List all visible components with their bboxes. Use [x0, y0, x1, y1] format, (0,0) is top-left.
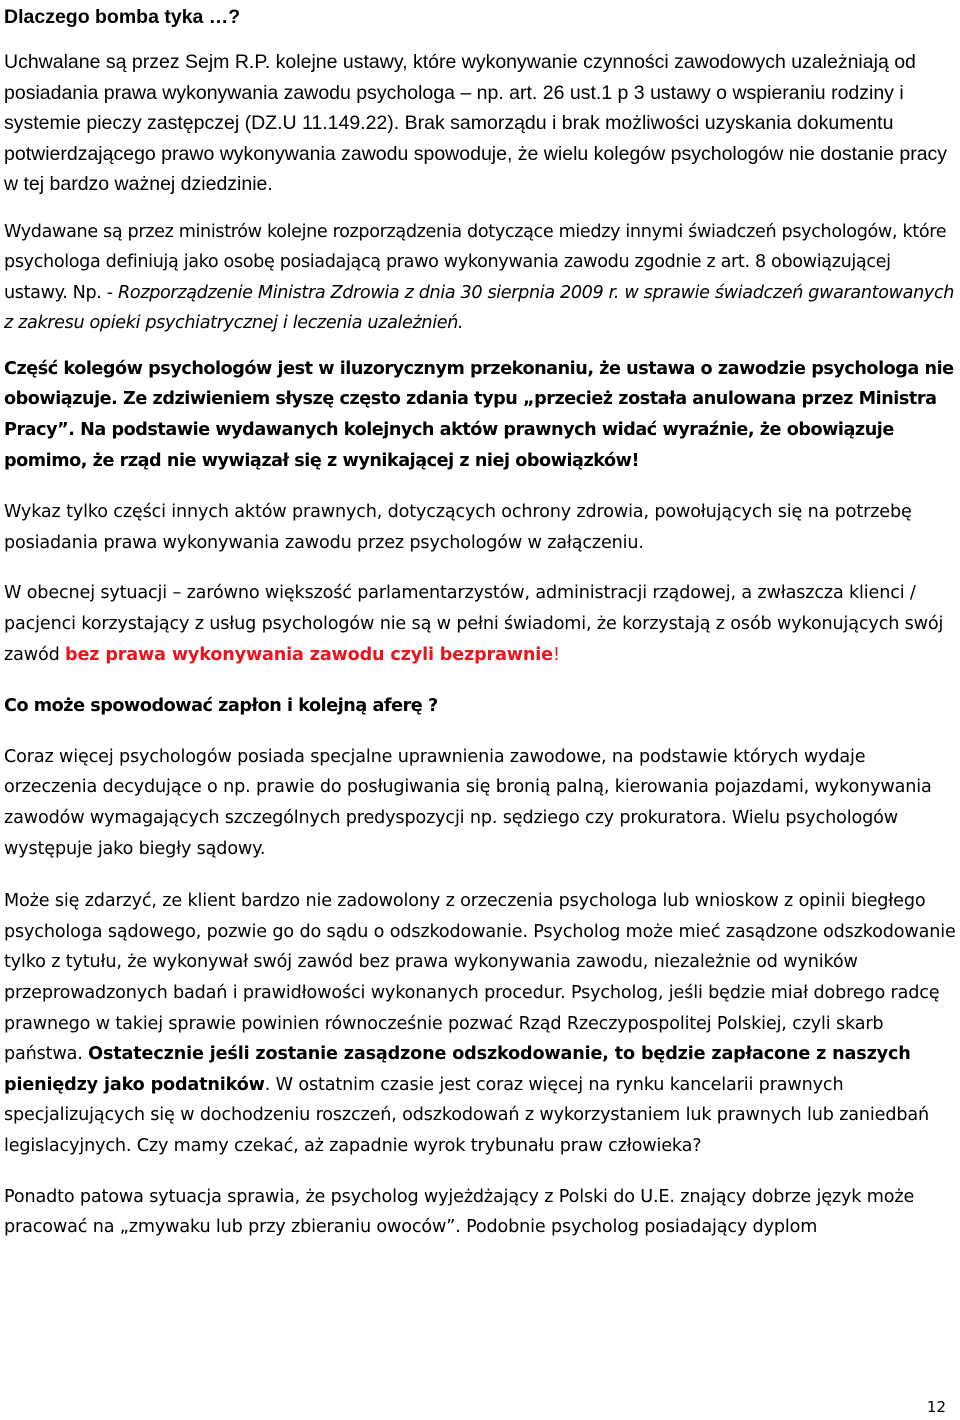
law-firms-text: . W ostatnim czasie jest coraz więcej na rynku kancelarii prawnych specjalizujących się w dochodzeniu roszczeń, odszkodowań z wykorzystaniem luk prawnych lub zaniedbań legislacyjnych. Czy mamy czekać, aż zapadnie wyrok trybunału praw człowieka? — [4, 1074, 929, 1156]
page-number: 12 — [926, 1398, 946, 1416]
paragraph-special-licenses: Coraz więcej psychologów posiada specjalne uprawnienia zawodowe, na podstawie których wydaje orzeczenia decydujące o np. prawie do posługiwania się bronią palną, kierowania pojazdami, wykonywania zawodów wymagających szczególnych predyspozycji np. sędziego czy prokuratora. Wielu psychologów występuje jako biegły sądowy. — [4, 746, 932, 859]
regulation-dash: - — [101, 282, 119, 303]
taxpayer-cost-statement: Ostatecznie jeśli zostanie zasądzone odszkodowanie, to będzie zapłacone z naszych pieniędzy jako podatników — [4, 1044, 911, 1095]
document-title: Dlaczego bomba tyka …? — [4, 6, 241, 28]
exclamation-mark: ! — [552, 644, 560, 665]
paragraph-colleagues-illusion: Część kolegów psychologów jest w iluzorycznym przekonaniu, że ustawa o zawodzie psychologa nie obowiązuje. Ze zdziwieniem słyszę często zdania typu „przecież została anulowana przez Ministra Pracy”. Na podstawie wydawanych kolejnych aktów prawnych widać wyraźnie, że obowiązuje pomimo, że rząd nie wywiązał się z wynikającej z niej obowiązków! — [4, 358, 954, 471]
paragraph-compensation-risk — [4, 886, 956, 1161]
situation-text: W obecnej sytuacji – zarówno większość parlamentarzystów, administracji rządowej, a zwłaszcza klienci / pacjenci korzystający z usług psychologów nie są w pełni świadomi, że korzystają z osób wykonujących swój zawód — [4, 583, 944, 665]
paragraph-legal-acts-list: Wykaz tylko części innych aktów prawnych, dotyczących ochrony zdrowia, powołujących się na potrzebę posiadania prawa wykonywania zawodu przez psychologów w załączeniu. — [4, 502, 912, 553]
paragraph-emigration: Ponadto patowa sytuacja sprawia, że psycholog wyjeżdżający z Polski do U.E. znający dobrze język może pracować na „zmywaku lub przy zbieraniu owoców”. Podobnie psycholog posiadający dyplom — [4, 1186, 915, 1238]
paragraph-current-situation — [4, 578, 956, 670]
section-heading-ignition: Co może spowodować zapłon i kolejną aferę ? — [4, 696, 438, 717]
regulation-citation: Rozporządzenie Ministra Zdrowia z dnia 30 sierpnia 2009 r. w sprawie świadczeń gwarantowanych z zakresu opieki psychiatrycznej i leczenia uzależnień. — [4, 282, 955, 334]
document-page — [4, 0, 956, 1243]
compensation-text: Może się zdarzyć, ze klient bardzo nie zadowolony z orzeczenia psychologa lub wnioskow z opinii biegłego psychologa sądowego, pozwie go do sądu o odszkodowanie. Psycholog może mieć zasądzone odszkodowanie tylko z tytułu, że wykonywał swój zawód bez prawa wykonywania zawodu, niezależnie od wyników przeprowadzonych badań i prawidłowości wykonanych procedur. Psycholog, jeśli będzie miał dobrego radcę prawnego w takiej sprawie powinien równocześnie pozwać Rząd Rzeczypospolitej Polskiej, czyli skarb państwa. — [4, 891, 956, 1065]
paragraph-ministry-regulations — [4, 217, 956, 339]
regulations-text: Wydawane są przez ministrów kolejne rozporządzenia dotyczące miedzy innymi świadczeń psychologów, które psychologa definiują jako osobę posiadającą prawo wykonywania zawodu zgodnie z art. 8 obowiązującej ustawy. Np. — [4, 221, 947, 303]
unlawful-practice-warning: bez prawa wykonywania zawodu czyli bezprawnie — [65, 644, 553, 665]
paragraph-sejm-laws: Uchwalane są przez Sejm R.P. kolejne ustawy, które wykonywanie czynności zawodowych uzależniają od posiadania prawa wykonywania zawodu psychologa – np. art. 26 ust.1 p 3 ustawy o wspieraniu rodziny i systemie pieczy zastępczej (DZ.U 11.149.22). Brak samorządu i brak możliwości uzyskania dokumentu potwierdzającego prawo wykonywania zawodu spowoduje, że wielu kolegów psychologów nie dostanie pracy w tej bardzo ważnej dziedzinie. — [4, 51, 948, 195]
